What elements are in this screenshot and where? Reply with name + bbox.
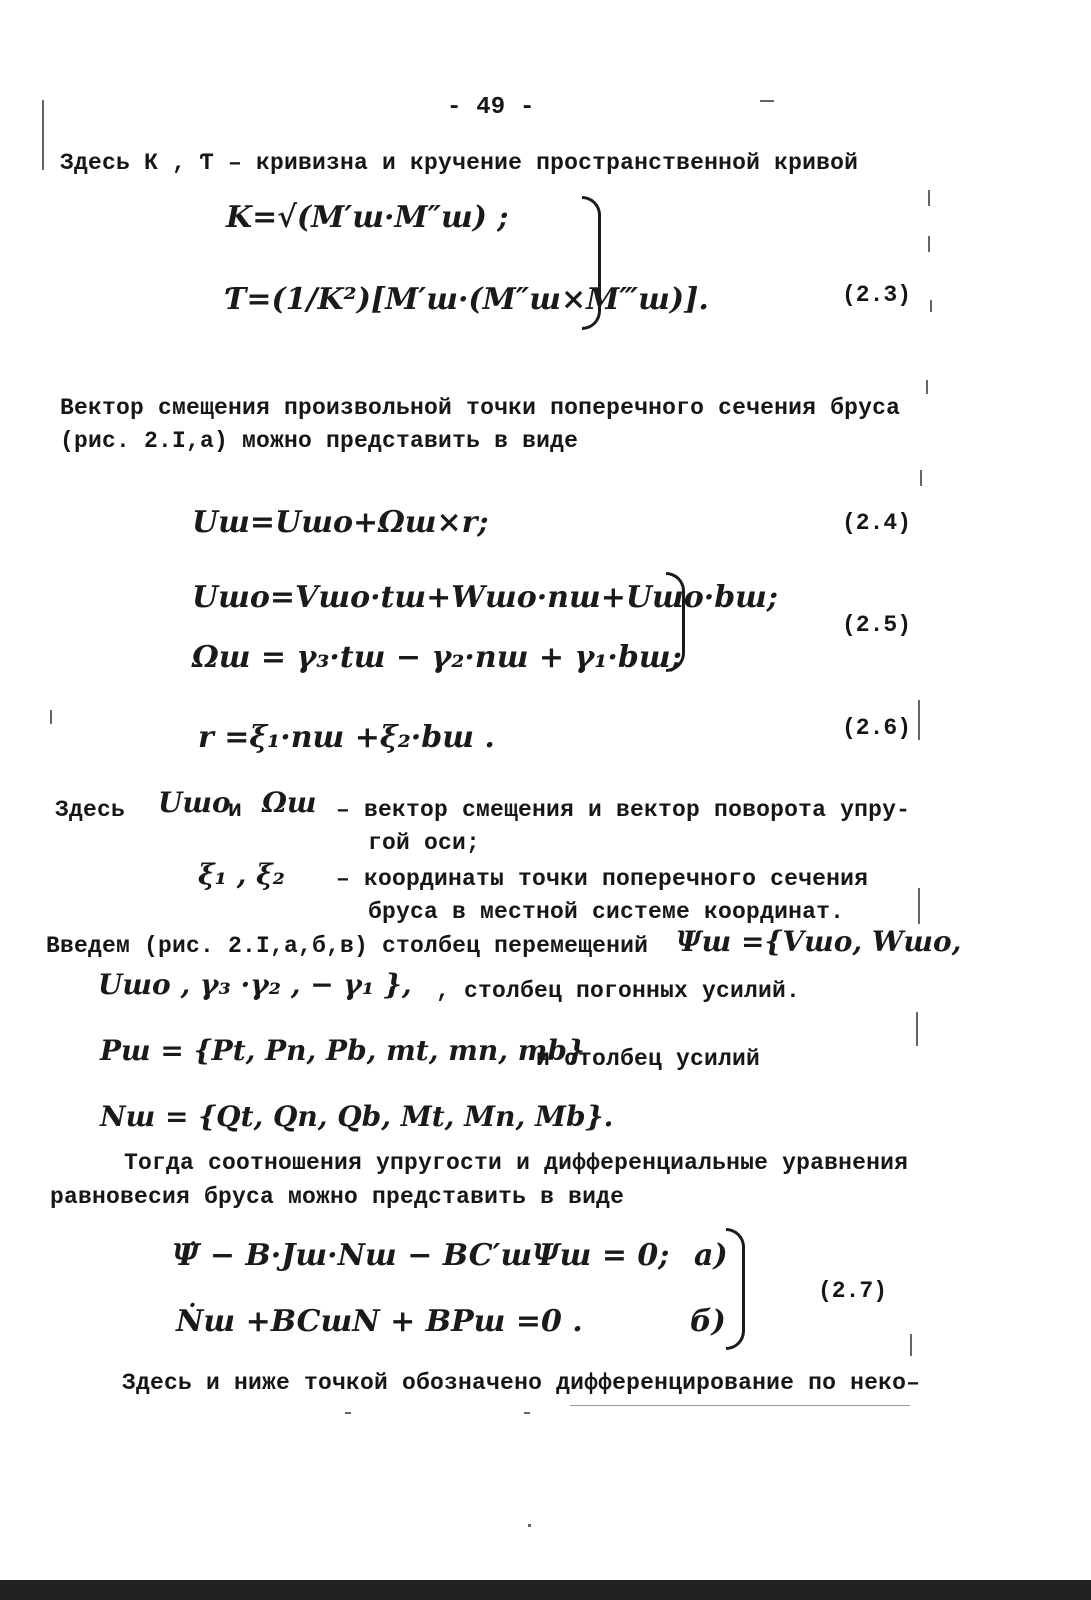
text-line-then-cont: равновесия бруса можно представить в виде bbox=[50, 1184, 625, 1210]
equation-2-7-equilibrium: Ṅш +BCшN + BPш =0 . bbox=[176, 1304, 583, 1339]
brace-2-3 bbox=[582, 196, 601, 330]
equation-2-5-displacement: Uшo=Vшo·tш+Wшo·nш+Uшo·bш; bbox=[192, 580, 778, 615]
text-and: и bbox=[228, 797, 243, 823]
equation-2-5-rotation: Ωш = γ₃·tш − γ₂·nш + γ₁·bш; bbox=[192, 640, 682, 675]
text-line-figure-ref: (рис. 2.I,а) можно представить в виде bbox=[60, 428, 579, 454]
scan-mark-right-9 bbox=[910, 1334, 912, 1356]
scan-mark-top bbox=[760, 100, 774, 102]
scan-dot-1 bbox=[345, 1412, 351, 1414]
equation-2-6: r =ξ₁·nш +ξ₂·bш . bbox=[198, 720, 495, 755]
text-line-load-column: , столбец погонных усилий. bbox=[436, 978, 801, 1004]
scan-line-bottom bbox=[570, 1405, 910, 1406]
equation-number-2-3: (2.3) bbox=[842, 282, 912, 308]
equation-number-2-6: (2.6) bbox=[842, 715, 912, 741]
scan-mark-right-3 bbox=[930, 300, 932, 312]
equation-number-2-5: (2.5) bbox=[842, 612, 912, 638]
text-line-intro-curvature: Здесь К , Ƭ – кривизна и кручение пространственной кривой bbox=[60, 150, 859, 176]
scan-mark-left-2 bbox=[50, 710, 52, 724]
equation-force-column: Nш = {Qt, Qn, Qb, Mt, Mn, Mb}. bbox=[100, 1100, 614, 1133]
symbol-xi: ξ₁ , ξ₂ bbox=[198, 858, 285, 891]
text-definition-vectors: – вектор смещения и вектор поворота упру- bbox=[336, 797, 911, 823]
symbol-u-shaft: Uшo bbox=[158, 786, 231, 819]
equation-curvature: K=√(M′ш·M″ш) ; bbox=[226, 200, 509, 235]
equation-torsion: Ƭ=(1/K²)[M′ш·(M″ш×M‴ш)]. bbox=[224, 282, 709, 317]
scan-bottom-edge bbox=[0, 1580, 1091, 1600]
equation-load-column: Pш = {Pt, Pn, Pb, mt, mn, mb} bbox=[100, 1034, 585, 1067]
text-definition-coordinates: – координаты точки поперечного сечения bbox=[336, 866, 869, 892]
equation-2-4: Uш=Uшo+Ωш×r; bbox=[192, 505, 489, 540]
text-here-label: Здесь bbox=[55, 797, 126, 823]
scan-mark-right-8 bbox=[916, 1012, 918, 1046]
brace-2-5 bbox=[666, 572, 685, 672]
brace-2-7 bbox=[726, 1228, 745, 1350]
text-line-displacement-vector: Вектор смещения произвольной точки поперечного сечения бруса bbox=[60, 395, 901, 421]
scan-dot-2 bbox=[524, 1412, 530, 1414]
equation-number-2-7: (2.7) bbox=[818, 1278, 888, 1304]
equation-number-2-4: (2.4) bbox=[842, 510, 912, 536]
text-line-then: Тогда соотношения упругости и дифференциальные уравнения bbox=[124, 1150, 909, 1176]
scan-mark-right-1 bbox=[928, 190, 930, 206]
scan-dot-3 bbox=[528, 1524, 531, 1527]
text-line-dot-notation: Здесь и ниже точкой обозначено дифференцирование по неко– bbox=[122, 1370, 921, 1396]
equation-2-7b-tag: б) bbox=[690, 1304, 726, 1339]
scan-mark-right-5 bbox=[920, 470, 922, 486]
text-definition-vectors-cont: гой оси; bbox=[368, 830, 481, 856]
scan-mark-right-4 bbox=[926, 380, 928, 394]
equation-psi-column: Ψш ={Vшo, Wшo, bbox=[676, 925, 962, 958]
page-number: - 49 - bbox=[447, 94, 535, 121]
scan-mark-right-2 bbox=[928, 236, 930, 252]
scan-mark-right-7 bbox=[918, 888, 920, 924]
equation-2-7a-tag: а) bbox=[694, 1238, 728, 1273]
text-line-displacement-column: Введем (рис. 2.I,а,б,в) столбец перемещений bbox=[46, 933, 649, 959]
scan-mark-right-6 bbox=[918, 700, 920, 740]
equation-2-7-elasticity: Ψ̇ − B·Jш·Nш − BC′шΨш = 0; bbox=[172, 1238, 670, 1273]
text-line-force-column: и столбец усилий bbox=[536, 1046, 761, 1072]
scan-mark-left bbox=[42, 100, 44, 170]
symbol-omega-shaft: Ωш bbox=[262, 786, 317, 819]
equation-psi-column-cont: Uшo , γ₃ ·γ₂ , − γ₁ }, bbox=[98, 968, 412, 1001]
text-definition-coordinates-cont: бруса в местной системе координат. bbox=[368, 899, 845, 925]
